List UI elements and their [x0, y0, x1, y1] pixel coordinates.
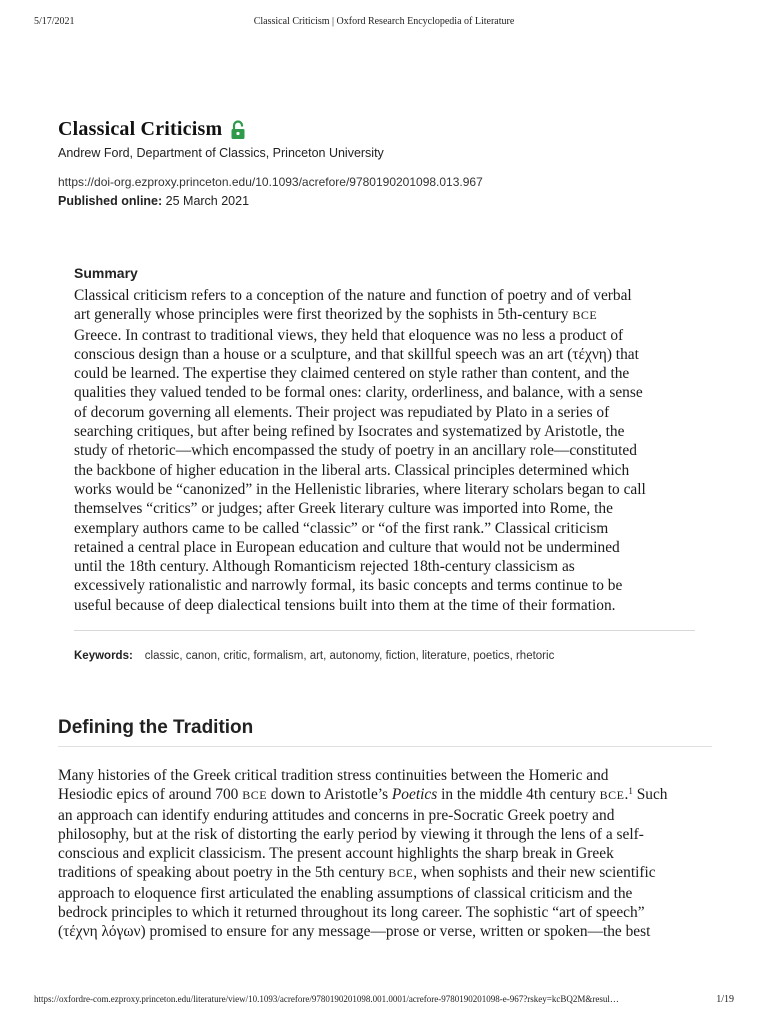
keyword-separator: ,: [466, 650, 474, 662]
body-line: traditions of speaking about poetry in the 5th century BCE, when sophists and their new scientific: [58, 864, 656, 882]
summary-text: [74, 286, 702, 615]
section-divider: [58, 746, 712, 747]
summary-line: until the 18th century. Although Romanticism rejected 18th-century classicism as: [74, 558, 575, 576]
keyword-link[interactable]: critic: [223, 650, 248, 662]
keyword-link[interactable]: formalism: [253, 650, 304, 662]
summary-line: useful because of deep dialectical tensions built into them at the time of their formation.: [74, 596, 616, 614]
body-line: Hesiodic epics of around 700 BCE down to Aristotle’s Poetics in the middle 4th century BCE.$^1$ Such: [58, 786, 668, 804]
keyword-separator: ,: [179, 650, 186, 662]
footnote-ref[interactable]: 1: [628, 786, 633, 797]
print-footer: [34, 994, 734, 1008]
doi-link[interactable]: https://doi-org.ezproxy.princeton.edu/10.1093/acrefore/9780190201098.013.967: [58, 175, 483, 189]
body-line: Many histories of the Greek critical tradition stress continuities between the Homeric and: [58, 767, 609, 784]
summary-line: excessively rationalistic and narrowly formal, its basic concepts and terms continue to be: [74, 577, 623, 595]
print-url: https://oxfordre-com.ezproxy.princeton.edu/literature/view/10.1093/acrefore/9780190201098.001.0001/acrefore-9780190201098-e-967?rskey=kcBQ2M&resul…: [34, 994, 619, 1004]
summary-line: themselves “critics” or judges; after Greek literary culture was imported into Rome, the: [74, 500, 613, 518]
summary-line: art generally whose principles were first theorized by the sophists in 5th-century BCE: [74, 306, 598, 324]
print-date: 5/17/2021: [34, 16, 75, 27]
published-label: Published online:: [58, 194, 163, 208]
keyword-link[interactable]: fiction: [385, 650, 416, 662]
page-number: 1/19: [716, 994, 734, 1005]
keyword-link[interactable]: art: [309, 650, 324, 662]
keyword-separator: ,: [415, 650, 422, 662]
keyword-link[interactable]: canon: [185, 650, 218, 662]
body-line: philosophy, but at the risk of distorting the early period by viewing it through the lens of a self-: [58, 825, 644, 843]
keyword-separator: ,: [323, 650, 330, 662]
summary-line: qualities they valued tended to be formal ones: clarity, orderliness, and balance, with a sense: [74, 384, 643, 402]
summary-line: Classical criticism refers to a conception of the nature and function of poetry and of verbal: [74, 287, 632, 304]
article-title-row: [58, 118, 246, 141]
summary-line: retained a central place in European education and culture that would not be undermined: [74, 538, 620, 556]
print-header: [34, 16, 734, 30]
body-line: an approach can identify enduring attitudes and concerns in pre-Socratic Greek poetry and: [58, 806, 615, 824]
section-heading: Defining the Tradition: [58, 717, 254, 738]
summary-line: the backbone of higher education in the liberal arts. Classical principles determined which: [74, 461, 630, 479]
published-date: 25 March 2021: [165, 194, 250, 208]
summary-divider: [74, 630, 695, 631]
summary-heading: Summary: [74, 265, 138, 281]
body-line: approach to eloquence first articulated the enabling assumptions of classical criticism and the: [58, 884, 633, 902]
open-lock-icon: [230, 120, 246, 140]
keyword-link[interactable]: rhetoric: [515, 650, 555, 662]
summary-line: could be learned. The expertise they claimed centered on style rather than content, and the: [74, 365, 630, 383]
print-page-title: Classical Criticism | Oxford Research Encyclopedia of Literature: [253, 16, 515, 27]
keyword-separator: ,: [303, 650, 310, 662]
body-line: conscious and explicit classicism. The present account highlights the sharp break in Greek: [58, 845, 614, 863]
summary-line: Greece. In contrast to traditional views, they held that eloquence was no less a product of: [74, 326, 624, 344]
keyword-link[interactable]: poetics: [473, 650, 510, 662]
article-title: Classical Criticism: [58, 118, 223, 140]
body-line: bedrock principles to which it returned throughout its long career. The sophistic “art of speech”: [58, 904, 645, 922]
work-title: Poetics: [391, 786, 438, 804]
keyword-separator: ,: [509, 650, 516, 662]
summary-line: works would be “canonized” in the Hellenistic libraries, where literary scholars began to call: [74, 480, 646, 498]
section-body: [58, 766, 718, 942]
summary-line: study of rhetoric—which encompassed the study of poetry in an ancillary role—constituted: [74, 442, 637, 460]
author-affiliation: Andrew Ford, Department of Classics, Princeton University: [58, 146, 384, 160]
keyword-link[interactable]: classic: [144, 650, 180, 662]
keyword-link[interactable]: literature: [422, 650, 467, 662]
keyword-separator: ,: [217, 650, 224, 662]
summary-line: of decorum governing all elements. Their project was repudiated by Plato in a series of: [74, 403, 610, 421]
published-online: [58, 194, 249, 208]
summary-line: exemplary authors came to be called “classic” or “of the first rank.” Classical criticism: [74, 519, 609, 537]
summary-line: searching critiques, but after being refined by Isocrates and systematized by Aristotle, the: [74, 423, 625, 441]
summary-line: conscious design than a house or a sculpture, and that skillful speech was an art (τέχνη) that: [74, 345, 639, 363]
keywords-label: Keywords:: [74, 650, 133, 662]
keyword-separator: ,: [379, 650, 386, 662]
keyword-link[interactable]: autonomy: [329, 650, 380, 662]
era-abbrev: BCE: [572, 308, 598, 323]
body-line: (τέχνη λόγων) promised to ensure for any message—prose or verse, written or spoken—the best: [58, 923, 651, 941]
keyword-separator: ,: [247, 650, 254, 662]
keywords-row: [74, 650, 554, 662]
keywords-list: [145, 650, 555, 662]
